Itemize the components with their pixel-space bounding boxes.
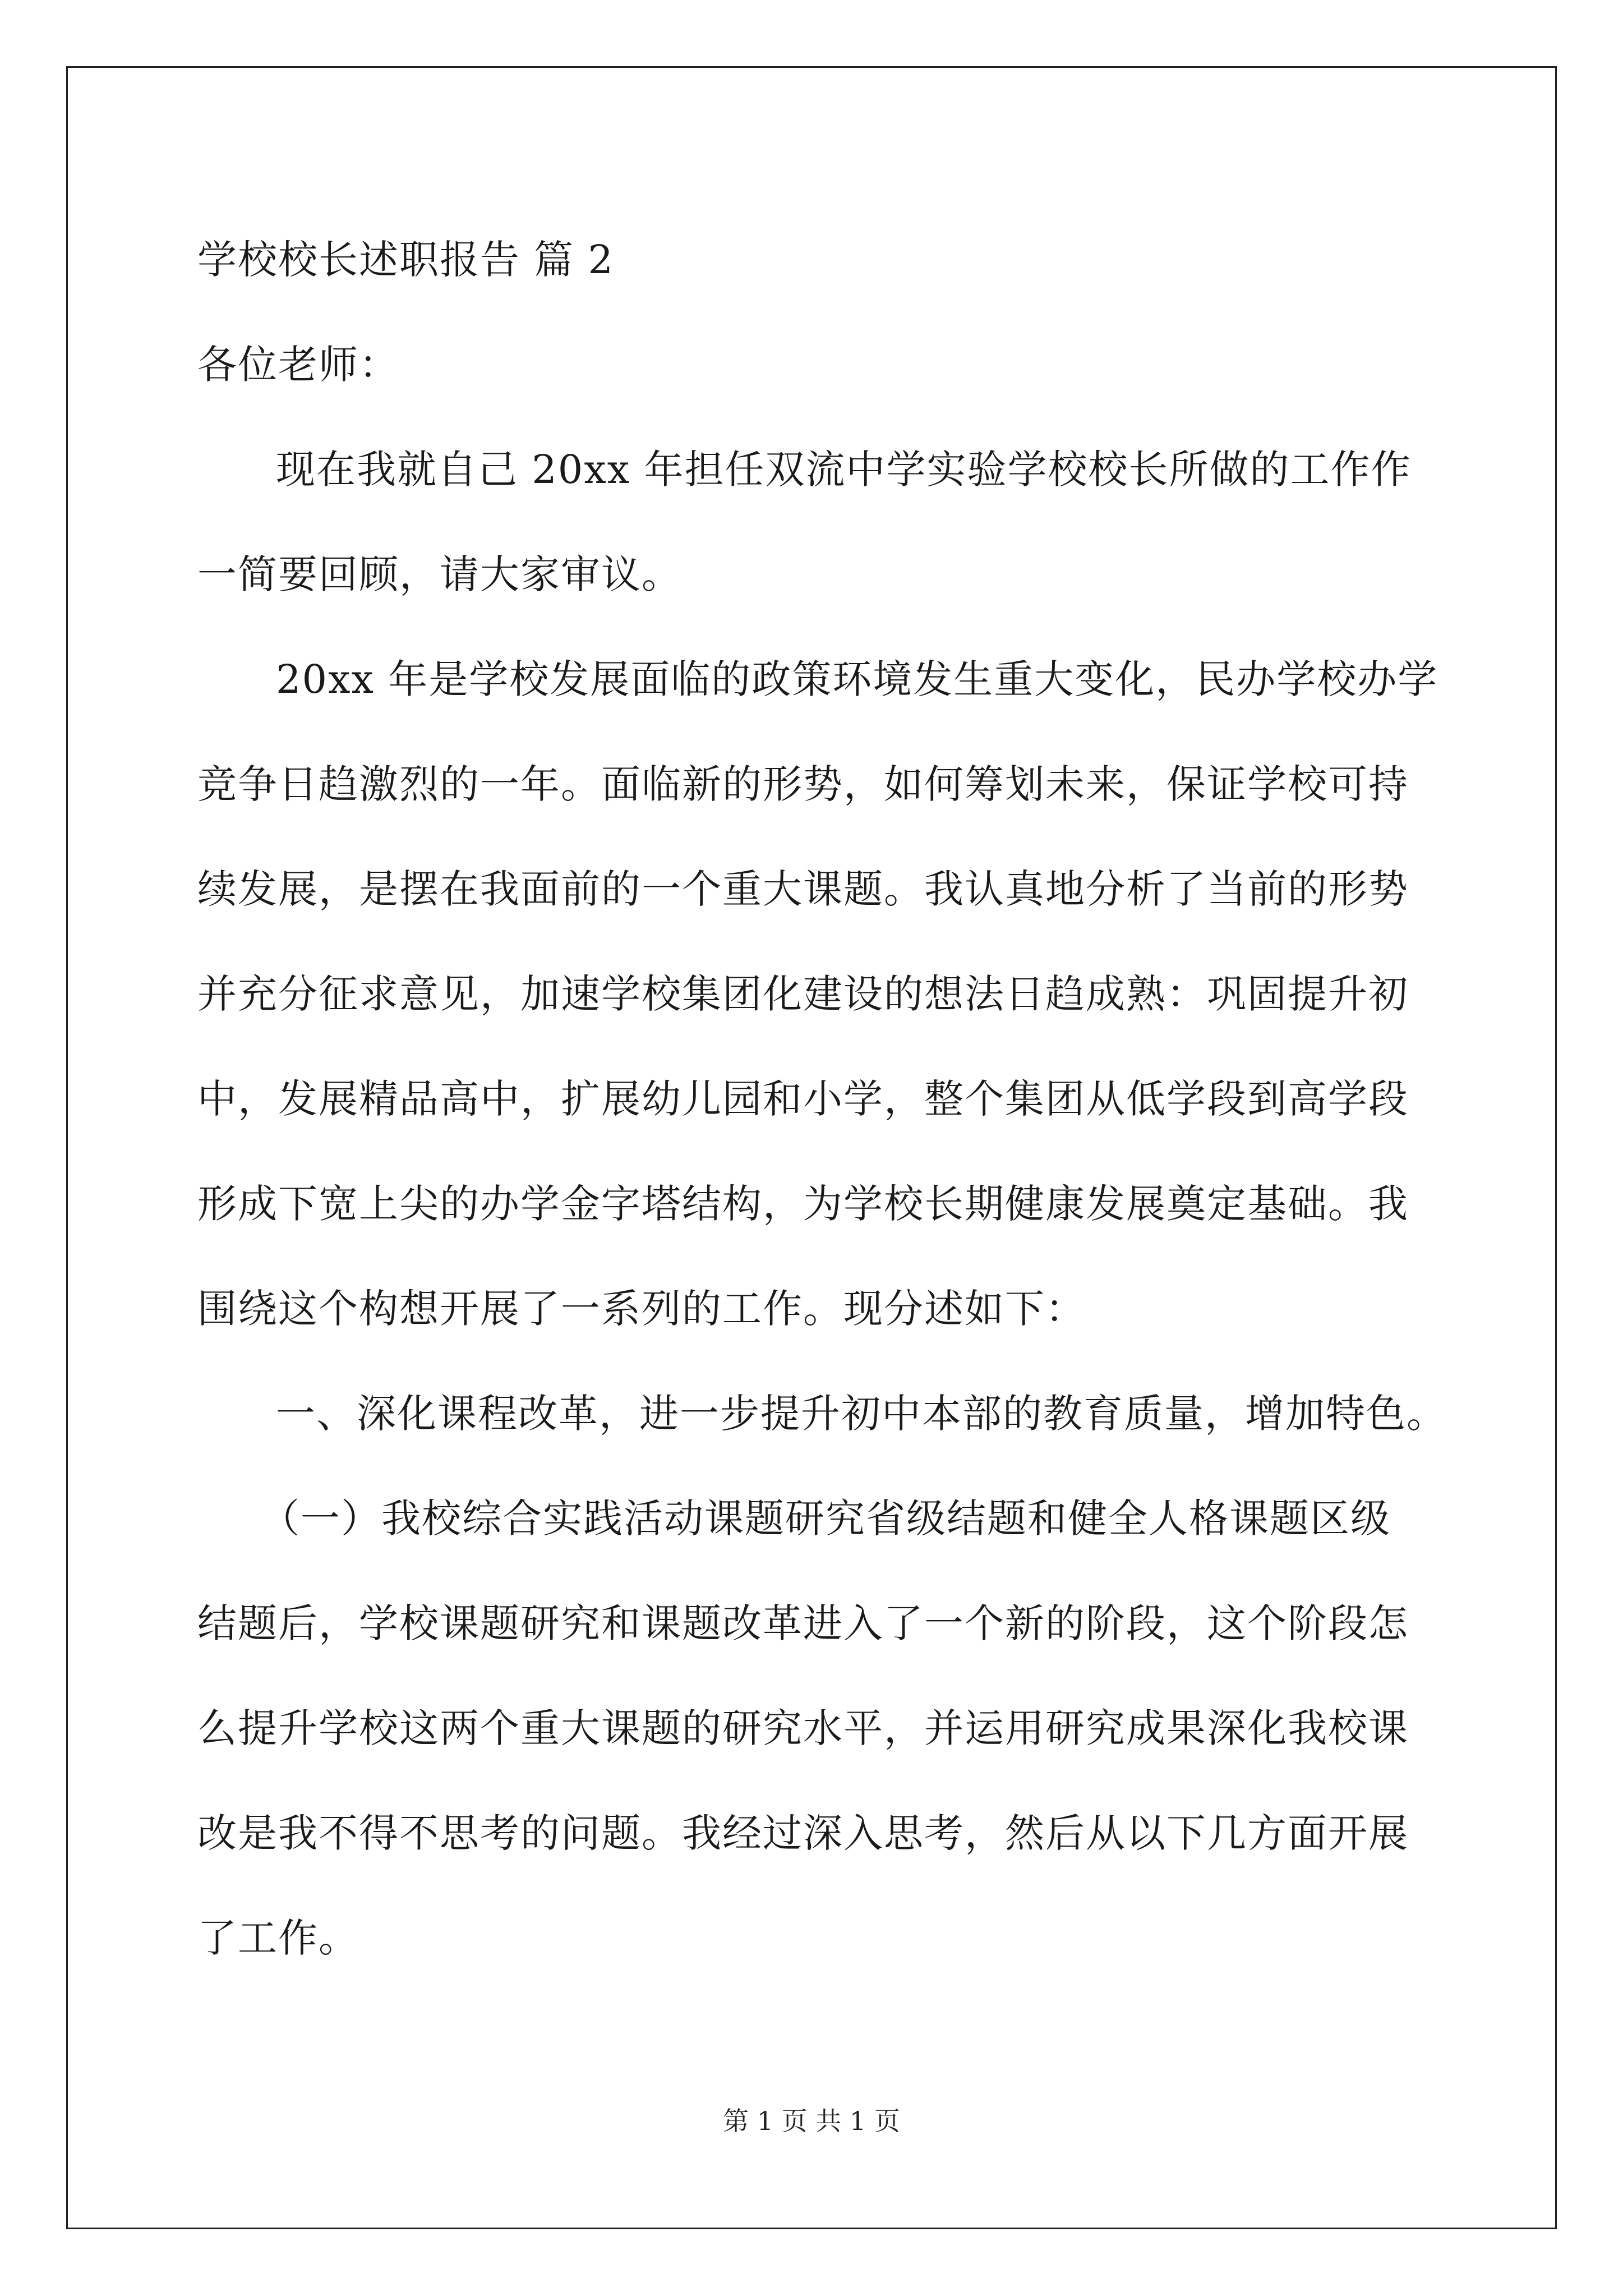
page-footer: 第 1 页 共 1 页 [723,2106,900,2136]
paragraph-line: 中，发展精品高中，扩展幼儿园和小学，整个集团从低学段到高学段 [197,1076,1409,1122]
document-body [197,208,1447,1991]
paragraph-2 [197,627,1438,1361]
paragraph-line: 一简要回顾，请大家审议。 [197,551,682,597]
heading-line: 一、深化课程改革，进一步提升初中本部的教育质量，增加特色。 [276,1391,1447,1437]
paragraph-line: 续发展，是摆在我面前的一个重大课题。我认真地分析了当前的形势 [197,866,1409,912]
paragraph-line: 么提升学校这两个重大课题的研究水平，并运用研究成果深化我校课 [197,1705,1409,1751]
salutation: 各位老师： [197,342,399,388]
paragraph-line: 现在我就自己 20xx 年担任双流中学实验学校校长所做的工作作 [276,447,1412,493]
document-title: 学校校长述职报告 篇 2 [197,237,615,283]
paragraph-line: 围绕这个构想开展了一系列的工作。现分述如下： [197,1286,1086,1332]
paragraph-line: （一）我校综合实践活动课题研究省级结题和健全人格课题区级 [260,1496,1391,1542]
paragraph-line: 20xx 年是学校发展面临的政策环境发生重大变化，民办学校办学 [276,656,1438,702]
paragraph-line: 结题后，学校课题研究和课题改革进入了一个新的阶段，这个阶段怎 [197,1600,1409,1646]
paragraph-line: 竞争日趋激烈的一年。面临新的形势，如何筹划未来，保证学校可持 [197,761,1409,807]
paragraph-line: 了工作。 [197,1915,359,1961]
paragraph-1 [197,417,1431,627]
paragraph-line: 改是我不得不思考的问题。我经过深入思考，然后从以下几方面开展 [197,1810,1409,1856]
paragraph-line: 形成下宽上尖的办学金字塔结构，为学校长期健康发展奠定基础。我 [197,1181,1409,1227]
paragraph-line: 并充分征求意见，加速学校集团化建设的想法日趋成熟：巩固提升初 [197,971,1409,1017]
section-heading [197,1361,1447,1466]
paragraph-3 [197,1466,1431,1991]
